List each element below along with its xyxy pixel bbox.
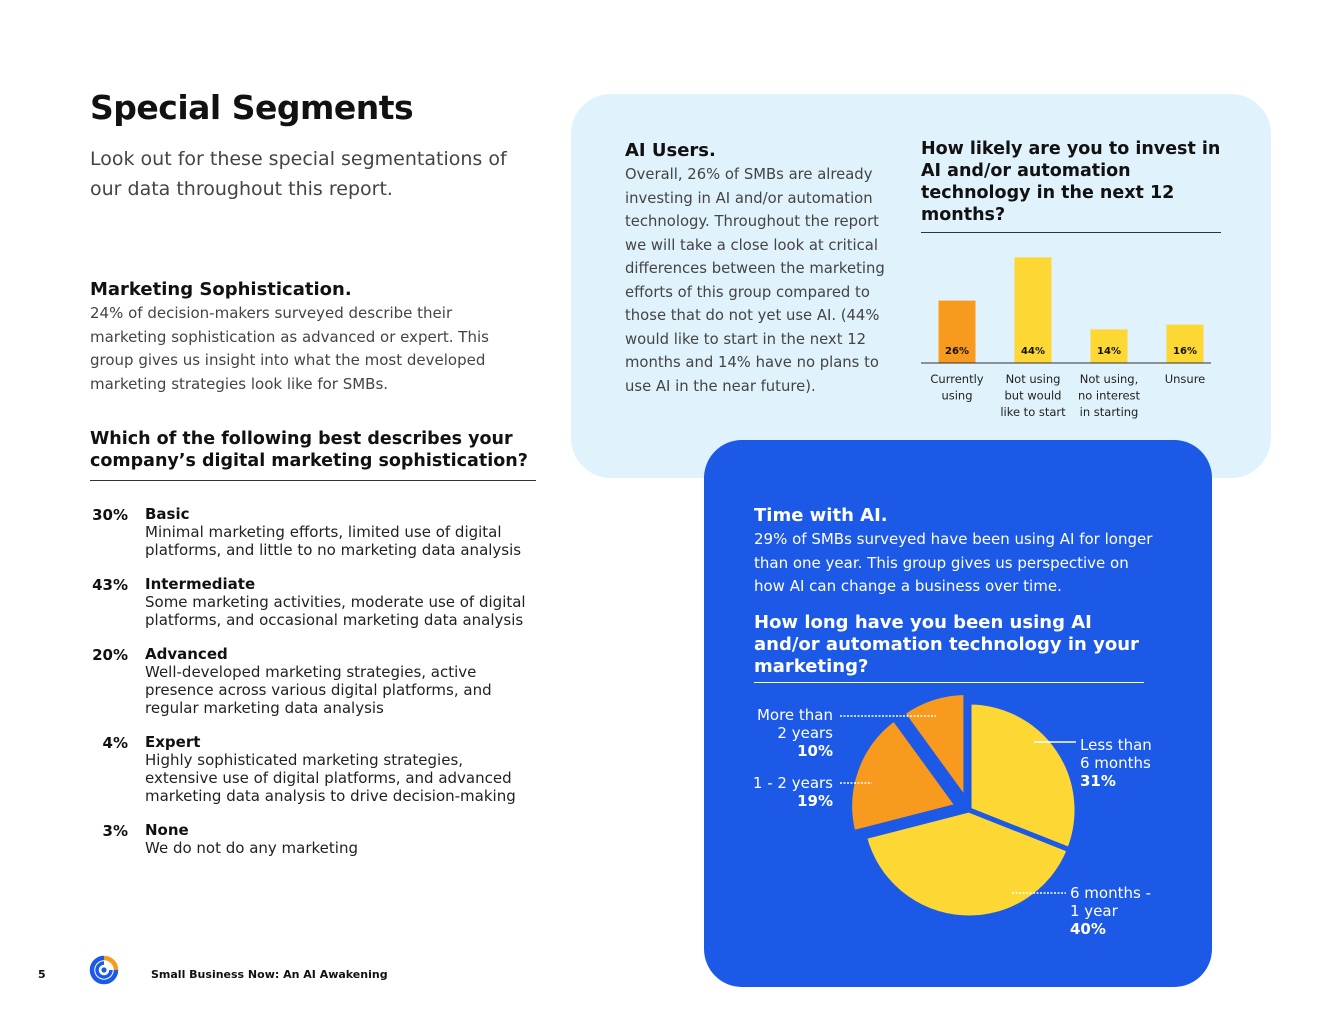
segment-body: [145, 645, 540, 717]
marketing-sophistication-section: [90, 279, 510, 396]
segment-body: [145, 505, 540, 559]
pie-label-line: More than: [756, 706, 833, 724]
segment-percent: 3%: [102, 822, 128, 840]
bar-category-line: using: [941, 388, 973, 403]
pie-label-line: 2 years: [777, 724, 833, 742]
invest-chart: [921, 138, 1221, 419]
pie-label-line: 6 months: [1080, 754, 1151, 772]
bar: [1167, 325, 1204, 363]
segment-row: [90, 821, 540, 857]
sophistication-list: [90, 505, 540, 873]
segment-body: [145, 575, 540, 629]
segment-body: [145, 821, 540, 857]
bar-category-line: Currently: [930, 372, 984, 386]
pie-label: [753, 774, 833, 810]
segment-name: Intermediate: [145, 575, 256, 593]
segment-row: [90, 575, 540, 629]
bar-category-line: Not using,: [1079, 372, 1139, 386]
bar-value-label: 14%: [1097, 346, 1121, 357]
ai-users-heading: AI Users.: [625, 140, 716, 161]
bar-category-line: like to start: [1000, 405, 1066, 419]
marketing-sophistication-body: 24% of decision-makers surveyed describe their marketing sophistication as advanced or expert. This group gives us insight into what the most developed marketing strategies look like for SMBs.: [90, 304, 489, 393]
segment-name: Expert: [145, 733, 201, 751]
bar-category-label: [1078, 372, 1141, 419]
invest-chart-title: How likely are you to invest in AI and/or automation technology in the next 12 months?: [921, 138, 1221, 233]
bar-category-line: Unsure: [1164, 372, 1206, 386]
segment-name: Advanced: [145, 645, 228, 663]
time-with-ai-body: 29% of SMBs surveyed have been using AI for longer than one year. This group gives us perspective on how AI can change a business over time.: [754, 530, 1153, 595]
segment-description: Highly sophisticated marketing strategies, extensive use of digital platforms, and advanced marketing data analysis to drive decision-making: [145, 751, 516, 805]
invest-bar-chart: [921, 233, 1221, 433]
time-pie-chart: [704, 690, 1212, 960]
time-with-ai-heading: Time with AI.: [754, 505, 888, 526]
segment-body: [145, 733, 540, 805]
segment-description: We do not do any marketing: [145, 839, 358, 857]
pie-value-label: 40%: [1070, 920, 1106, 938]
bar-category-line: Not using: [1005, 372, 1061, 386]
segment-description: Well-developed marketing strategies, active presence across various digital platforms, and regular marketing data analysis: [145, 663, 492, 717]
segment-row: [90, 645, 540, 717]
pie-label-line: 6 months -: [1070, 884, 1151, 902]
pie-label: [757, 706, 833, 760]
bar-category-line: no interest: [1077, 388, 1141, 403]
bar-value-label: 26%: [945, 346, 969, 357]
brand-logo-icon: [86, 952, 122, 988]
segment-percent: 20%: [92, 646, 128, 664]
pie-label: [1070, 884, 1151, 938]
segment-row: [90, 733, 540, 805]
time-with-ai-section: [754, 505, 1174, 599]
segment-percent: 43%: [92, 576, 128, 594]
time-chart-title: How long have you been using AI and/or automation technology in your marketing?: [754, 612, 1144, 683]
pie-value-label: 31%: [1080, 772, 1116, 790]
bar-category-label: [930, 372, 983, 403]
ai-users-section: [625, 140, 895, 398]
pie-label: [1080, 736, 1152, 790]
bar-category-label: [1000, 372, 1066, 419]
segment-name: None: [145, 821, 189, 839]
bar-category-line: but would: [1004, 388, 1062, 403]
segment-percent: 30%: [92, 506, 128, 524]
bar-value-label: 16%: [1173, 346, 1197, 357]
pie-label-line: Less than: [1080, 736, 1152, 754]
report-title: Small Business Now: An AI Awakening: [151, 968, 388, 981]
page-subtitle: Look out for these special segmentations of our data throughout this report.: [90, 148, 507, 200]
bar-category-label: [1165, 372, 1206, 386]
page-number: 5: [38, 968, 46, 981]
segment-description: Some marketing activities, moderate use of digital platforms, and occasional marketing data analysis: [145, 593, 526, 629]
pie-label-line: 1 year: [1070, 902, 1118, 920]
marketing-sophistication-heading: Marketing Sophistication.: [90, 279, 352, 300]
pie-value-label: 10%: [797, 742, 833, 760]
ai-users-body: Overall, 26% of SMBs are already investing in AI and/or automation technology. Throughout the report we will take a close look at critical differences between the marketing efforts of this group compared to those that do not yet use AI. (44% would like to start in the next 12 months and 14% have no plans to use AI in the near future).: [625, 166, 885, 395]
sophistication-question: Which of the following best describes your company’s digital marketing sophistication?: [90, 428, 536, 481]
bar-category-line: in starting: [1079, 405, 1139, 419]
time-pie-chart-area: [704, 690, 1212, 960]
segment-description: Minimal marketing efforts, limited use of digital platforms, and little to no marketing data analysis: [145, 523, 522, 559]
page-title: Special Segments: [90, 88, 414, 127]
pie-value-label: 19%: [797, 792, 833, 810]
segment-row: [90, 505, 540, 559]
segment-name: Basic: [145, 505, 190, 523]
segment-percent: 4%: [102, 734, 128, 752]
pie-label-line: 1 - 2 years: [752, 774, 833, 792]
bar-value-label: 44%: [1021, 346, 1045, 357]
